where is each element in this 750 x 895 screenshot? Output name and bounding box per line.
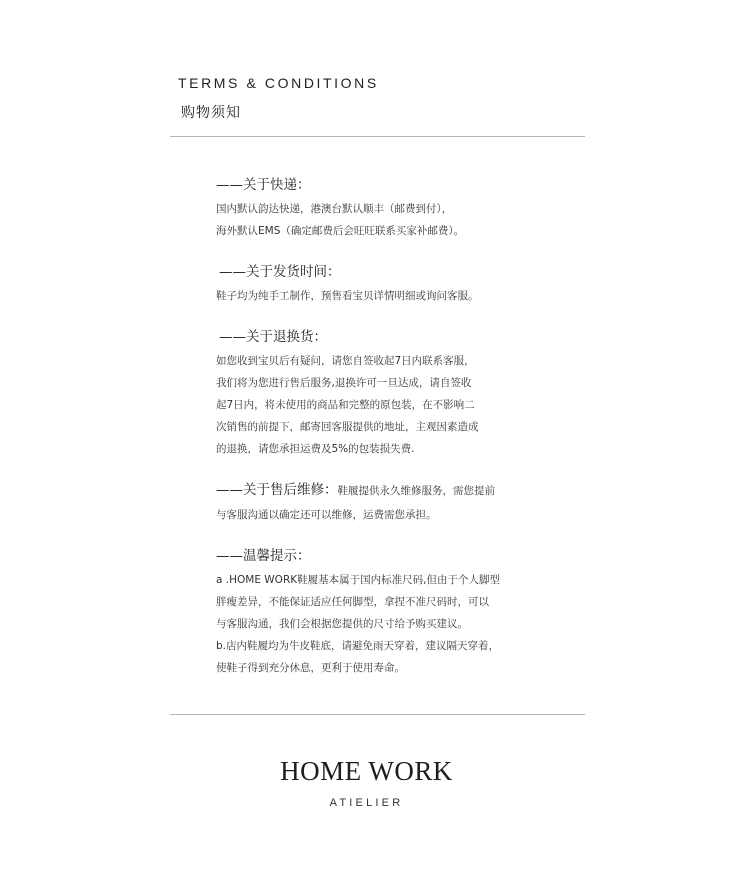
- section-title: ——关于售后维修：: [216, 482, 338, 498]
- section-tips: [216, 545, 546, 679]
- top-divider: [170, 136, 585, 137]
- section-inline-text: 鞋履提供永久维修服务，需您提前: [337, 485, 495, 497]
- brand-logo: HOME WORK: [280, 756, 453, 786]
- bottom-divider: [170, 714, 585, 715]
- section-title: ——关于快递：: [216, 177, 311, 193]
- section-title-row: [216, 479, 546, 502]
- header-title-cn: 购物须知: [181, 105, 241, 121]
- section-line: 如您收到宝贝后有疑问，请您自签收起7日内联系客服，: [216, 355, 475, 367]
- section-title: ——关于发货时间：: [219, 264, 341, 280]
- section-title: ——温馨提示：: [216, 548, 311, 564]
- section-line: 次销售的前提下，邮寄回客服提供的地址，主观因素造成: [216, 421, 479, 433]
- section-line: 的退换，请您承担运费及5%的包装损失费.: [216, 443, 415, 455]
- section-line: 胖瘦差异，不能保证适应任何脚型，拿捏不准尺码时，可以: [216, 596, 489, 608]
- section-returns: [216, 326, 546, 460]
- brand-subtitle: ATIELIER: [329, 797, 404, 809]
- section-line: 与客服沟通，我们会根据您提供的尺寸给予购买建议。: [216, 618, 468, 630]
- section-line: 使鞋子得到充分休息，更利于使用寿命。: [216, 662, 405, 674]
- section-repair: [216, 479, 546, 526]
- header-title-en: TERMS & CONDITIONS: [178, 75, 379, 91]
- section-line: b.店内鞋履均为牛皮鞋底，请避免雨天穿着，建议隔天穿着，: [216, 640, 500, 652]
- section-delivery-time: [216, 261, 546, 307]
- section-line: 海外默认EMS（确定邮费后会旺旺联系买家补邮费）。: [216, 225, 465, 237]
- section-line: 我们将为您进行售后服务,退换许可一旦达成，请自签收: [216, 377, 472, 389]
- section-line: 国内默认韵达快递，港澳台默认顺丰（邮费到付），: [216, 203, 453, 215]
- section-line: 起7日内，将未使用的商品和完整的原包装，在不影响二: [216, 399, 475, 411]
- terms-content: [216, 174, 546, 698]
- section-shipping: [216, 174, 546, 242]
- section-line: 与客服沟通以确定还可以维修，运费需您承担。: [216, 509, 437, 521]
- section-line: a .HOME WORK鞋履基本属于国内标准尺码,但由于个人脚型: [216, 574, 500, 586]
- section-line: 鞋子均为纯手工制作，预售看宝贝详情明细或询问客服。: [216, 290, 479, 302]
- section-title: ——关于退换货：: [219, 329, 327, 345]
